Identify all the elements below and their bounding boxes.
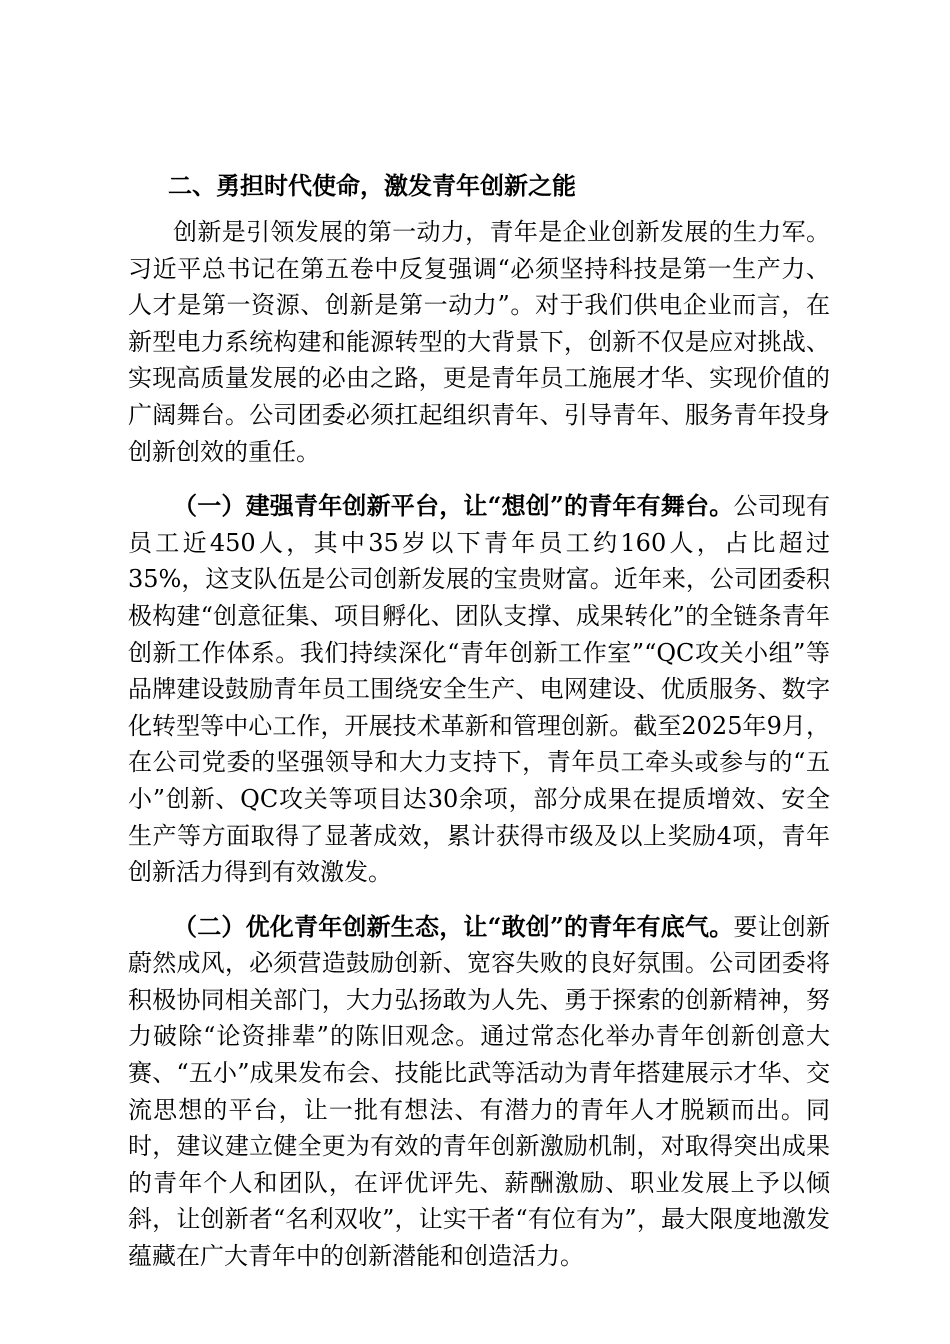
document-body [128, 166, 830, 1293]
paragraph-intro-text: 创新是引领发展的第一动力，青年是企业创新发展的生力军。习近平总书记在第五卷中反复强调“必须坚持科技是第一生产力、人才是第一资源、创新是第一动力”。对于我们供电企业而言，在新型电力系统构建和能源转型的大背景下，创新不仅是应对挑战、实现高质量发展的必由之路，更是青年员工施展才华、实现价值的广阔舞台。公司团委必须扛起组织青年、引导青年、服务青年投身创新创效的重任。 [128, 218, 830, 466]
subsection-2-heading: （二）优化青年创新生态，让“敢创”的青年有底气。 [173, 911, 734, 941]
paragraph-intro [128, 214, 830, 470]
subsection-1-text: 公司现有员工近450人，其中35岁以下青年员工约160人，占比超过35%，这支队伍是公司创新发展的宝贵财富。近年来，公司团委积极构建“创意征集、项目孵化、团队支撑、成果转化”的全链条青年创新工作体系。我们持续深化“青年创新工作室”“QC攻关小组”等品牌建设鼓励青年员工围绕安全生产、电网建设、优质服务、数字化转型等中心工作，开展技术革新和管理创新。截至2025年9月，在公司党委的坚强领导和大力支持下，青年员工牵头或参与的“五小”创新、QC攻关等项目达30余项，部分成果在提质增效、安全生产等方面取得了显著成效，累计获得市级及以上奖励4项，青年创新活力得到有效激发。 [128, 492, 831, 887]
paragraph-subsection-1 [128, 488, 830, 891]
subsection-2-text: 要让创新蔚然成风，必须营造鼓励创新、宽容失败的良好氛围。公司团委将积极协同相关部门，大力弘扬敢为人先、勇于探索的创新精神，努力破除“论资排辈”的陈旧观念。通过常态化举办青年创新创意大赛、“五小”成果发布会、技能比武等活动为青年搭建展示才华、交流思想的平台，让一批有想法、有潜力的青年人才脱颖而出。同时，建议建立健全更为有效的青年创新激励机制，对取得突出成果的青年个人和团队，在评优评先、薪酬激励、职业发展上予以倾斜，让创新者“名利双收”，让实干者“有位有为”，最大限度地激发蕴藏在广大青年中的创新潜能和创造活力。 [128, 912, 831, 1271]
section-heading: 二、勇担时代使命，激发青年创新之能 [168, 171, 576, 200]
paragraph-subsection-2 [128, 909, 830, 1275]
subsection-1-heading: （一）建强青年创新平台，让“想创”的青年有舞台。 [173, 491, 734, 521]
